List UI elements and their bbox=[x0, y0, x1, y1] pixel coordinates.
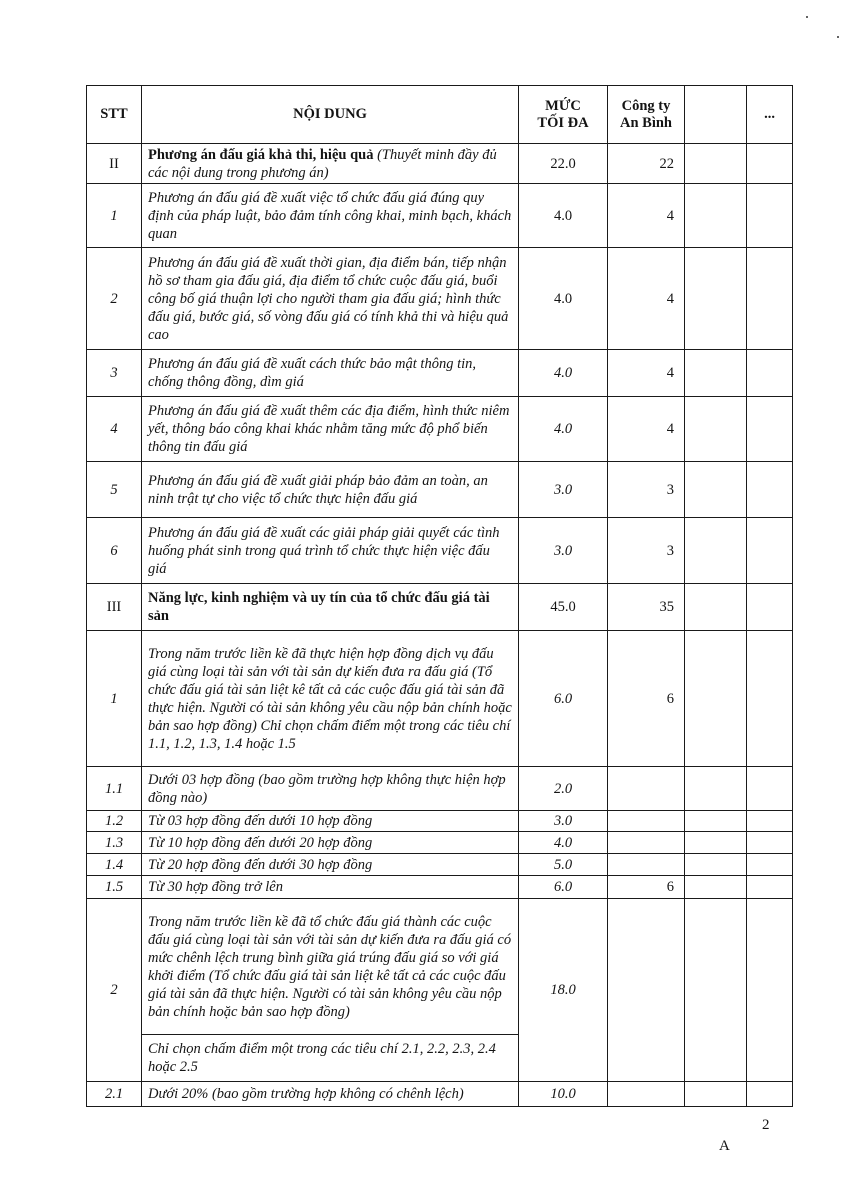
row-max-score: 4.0 bbox=[519, 184, 608, 248]
row-score-an-binh bbox=[608, 832, 685, 854]
row-content: Từ 03 hợp đồng đến dưới 10 hợp đồng bbox=[142, 811, 519, 832]
row-score-more bbox=[747, 248, 793, 350]
row-score-blank bbox=[685, 1082, 747, 1107]
row-score-an-binh: 4 bbox=[608, 350, 685, 397]
table-row bbox=[87, 767, 793, 811]
row-score-blank bbox=[685, 631, 747, 767]
row-score-an-binh: 3 bbox=[608, 462, 685, 518]
row-score-more bbox=[747, 1082, 793, 1107]
row-score-blank bbox=[685, 350, 747, 397]
row-score-blank bbox=[685, 899, 747, 1082]
page-number: 2 bbox=[762, 1117, 770, 1133]
row-stt: 6 bbox=[87, 518, 142, 584]
table-row bbox=[87, 397, 793, 462]
row-score-an-binh bbox=[608, 767, 685, 811]
row-score-more bbox=[747, 397, 793, 462]
header-company-blank bbox=[685, 86, 747, 144]
row-stt: 1 bbox=[87, 631, 142, 767]
row-score-more bbox=[747, 811, 793, 832]
row-score-an-binh: 6 bbox=[608, 876, 685, 899]
row-max-score: 10.0 bbox=[519, 1082, 608, 1107]
row-max-score: 3.0 bbox=[519, 462, 608, 518]
row-stt: 3 bbox=[87, 350, 142, 397]
row-score-blank bbox=[685, 184, 747, 248]
row-score-an-binh: 4 bbox=[608, 397, 685, 462]
row-max-score: 2.0 bbox=[519, 767, 608, 811]
row-score-blank bbox=[685, 876, 747, 899]
row-score-more bbox=[747, 832, 793, 854]
row-score-more bbox=[747, 184, 793, 248]
row-score-an-binh bbox=[608, 854, 685, 876]
row-max-score: 4.0 bbox=[519, 397, 608, 462]
row-score-an-binh: 35 bbox=[608, 584, 685, 631]
row-stt: 5 bbox=[87, 462, 142, 518]
row-stt: 1.4 bbox=[87, 854, 142, 876]
row-score-blank bbox=[685, 811, 747, 832]
header-row bbox=[87, 86, 793, 144]
row-score-blank bbox=[685, 397, 747, 462]
table-row bbox=[87, 144, 793, 184]
row-content: Trong năm trước liền kề đã thực hiện hợp đồng dịch vụ đấu giá cùng loại tài sản với tài sản dự kiến đưa ra đấu giá (Tổ chức đấu giá tài sản liệt kê tất cả các cuộc đấu giá tài sản đã thực hiện. Người có tài sản không yêu cầu nộp bản chính hoặc bản sao hợp đồng) Chỉ chọn chấm điểm một trong các tiêu chí 1.1, 1.2, 1.3, 1.4 hoặc 1.5 bbox=[142, 631, 519, 767]
scan-speck bbox=[837, 36, 839, 38]
row-content: Phương án đấu giá đề xuất cách thức bảo mật thông tin, chống thông đồng, dìm giá bbox=[142, 350, 519, 397]
row-content: Từ 30 hợp đồng trở lên bbox=[142, 876, 519, 899]
row-score-an-binh: 22 bbox=[608, 144, 685, 184]
row-score-an-binh bbox=[608, 1082, 685, 1107]
row-content: Phương án đấu giá đề xuất việc tổ chức đấu giá đúng quy định của pháp luật, bảo đảm tính công khai, minh bạch, khách quan bbox=[142, 184, 519, 248]
table-row bbox=[87, 854, 793, 876]
row-max-score: 5.0 bbox=[519, 854, 608, 876]
row-score-more bbox=[747, 899, 793, 1082]
table-row bbox=[87, 1082, 793, 1107]
row-score-an-binh: 4 bbox=[608, 184, 685, 248]
row-score-an-binh: 3 bbox=[608, 518, 685, 584]
table-row bbox=[87, 584, 793, 631]
row-score-an-binh: 6 bbox=[608, 631, 685, 767]
row-content bbox=[142, 584, 519, 631]
page-initial: A bbox=[719, 1138, 730, 1154]
row-content: Phương án đấu giá đề xuất thêm các địa điểm, hình thức niêm yết, thông báo công khai khác nhằm tăng mức độ phổ biến thông tin đấu giá bbox=[142, 397, 519, 462]
row-max-score: 3.0 bbox=[519, 518, 608, 584]
row-stt: 2.1 bbox=[87, 1082, 142, 1107]
row-score-more bbox=[747, 767, 793, 811]
row-content-italic: (Thuyết minh đầy đủ các nội dung trong phương án) bbox=[148, 146, 497, 181]
row-score-more bbox=[747, 631, 793, 767]
scan-speck bbox=[806, 16, 808, 18]
row-content: Phương án đấu giá đề xuất các giải pháp giải quyết các tình huống phát sinh trong quá trình tổ chức thực hiện việc đấu giá bbox=[142, 518, 519, 584]
table-row bbox=[87, 811, 793, 832]
table-row bbox=[87, 350, 793, 397]
row-score-blank bbox=[685, 518, 747, 584]
table-row bbox=[87, 518, 793, 584]
row-content-bold: Năng lực, kinh nghiệm và uy tín của tổ chức đấu giá tài sản bbox=[148, 590, 490, 624]
row-content: Dưới 20% (bao gồm trường hợp không có chênh lệch) bbox=[142, 1082, 519, 1107]
row-max-score: 4.0 bbox=[519, 832, 608, 854]
row-score-an-binh: 4 bbox=[608, 248, 685, 350]
row-stt: 2 bbox=[87, 248, 142, 350]
row-max-score: 22.0 bbox=[519, 144, 608, 184]
row-score-more bbox=[747, 350, 793, 397]
table-row bbox=[87, 832, 793, 854]
row-content: Phương án đấu giá đề xuất giải pháp bảo đảm an toàn, an ninh trật tự cho việc tổ chức thực hiện đấu giá bbox=[142, 462, 519, 518]
row-score-blank bbox=[685, 854, 747, 876]
row-score-blank bbox=[685, 144, 747, 184]
header-company-an-binh: Công ty An Bình bbox=[608, 86, 685, 144]
header-more: ... bbox=[747, 86, 793, 144]
row-stt: 1.3 bbox=[87, 832, 142, 854]
table-row bbox=[87, 899, 793, 1035]
row-score-blank bbox=[685, 248, 747, 350]
row-stt: 2 bbox=[87, 899, 142, 1082]
table-row bbox=[87, 631, 793, 767]
row-stt: 1.1 bbox=[87, 767, 142, 811]
scoring-table bbox=[86, 85, 793, 1107]
row-max-score: 45.0 bbox=[519, 584, 608, 631]
row-content: Từ 10 hợp đồng đến dưới 20 hợp đồng bbox=[142, 832, 519, 854]
row-content-bold: Phương án đấu giá khả thi, hiệu quả bbox=[148, 146, 374, 163]
row-score-an-binh bbox=[608, 811, 685, 832]
row-max-score: 4.0 bbox=[519, 248, 608, 350]
row-content bbox=[142, 144, 519, 184]
row-score-more bbox=[747, 462, 793, 518]
row-stt: 4 bbox=[87, 397, 142, 462]
header-content: NỘI DUNG bbox=[142, 86, 519, 144]
row-content: Dưới 03 hợp đồng (bao gồm trường hợp không thực hiện hợp đồng nào) bbox=[142, 767, 519, 811]
table-row bbox=[87, 248, 793, 350]
row-max-score: 6.0 bbox=[519, 631, 608, 767]
row-score-blank bbox=[685, 462, 747, 518]
table-row bbox=[87, 462, 793, 518]
row-stt: 1 bbox=[87, 184, 142, 248]
header-max: MỨC TỐI ĐA bbox=[519, 86, 608, 144]
row-content: Phương án đấu giá đề xuất thời gian, địa điểm bán, tiếp nhận hồ sơ tham gia đấu giá, địa điểm tổ chức cuộc đấu giá, buổi công bố giá thuận lợi cho người tham gia đấu giá; hình thức đấu giá, bước giá, số vòng đấu giá có tính khả thi và hiệu quả cao bbox=[142, 248, 519, 350]
row-stt: III bbox=[87, 584, 142, 631]
row-score-more bbox=[747, 518, 793, 584]
row-max-score: 6.0 bbox=[519, 876, 608, 899]
row-score-more bbox=[747, 584, 793, 631]
table-row bbox=[87, 876, 793, 899]
row-content: Từ 20 hợp đồng đến dưới 30 hợp đồng bbox=[142, 854, 519, 876]
row-score-more bbox=[747, 144, 793, 184]
row-score-an-binh bbox=[608, 899, 685, 1082]
row-score-blank bbox=[685, 832, 747, 854]
row-score-blank bbox=[685, 584, 747, 631]
row-max-score: 18.0 bbox=[519, 899, 608, 1082]
row-score-blank bbox=[685, 767, 747, 811]
row-content: Trong năm trước liền kề đã tổ chức đấu giá thành các cuộc đấu giá cùng loại tài sản với tài sản dự kiến đưa ra đấu giá có mức chênh lệch trung bình giữa giá trúng đấu giá so với giá khởi điểm (Tổ chức đấu giá tài sản liệt kê tất cả các cuộc đấu giá tài sản đã thực hiện. Người có tài sản không yêu cầu nộp bản chính hoặc bản sao hợp đồng) bbox=[142, 899, 519, 1035]
row-stt: II bbox=[87, 144, 142, 184]
header-stt: STT bbox=[87, 86, 142, 144]
row-max-score: 3.0 bbox=[519, 811, 608, 832]
row-max-score: 4.0 bbox=[519, 350, 608, 397]
row-score-more bbox=[747, 876, 793, 899]
table-row bbox=[87, 184, 793, 248]
row-stt: 1.5 bbox=[87, 876, 142, 899]
row-content-note: Chỉ chọn chấm điểm một trong các tiêu chí 2.1, 2.2, 2.3, 2.4 hoặc 2.5 bbox=[142, 1035, 519, 1082]
row-stt: 1.2 bbox=[87, 811, 142, 832]
row-score-more bbox=[747, 854, 793, 876]
